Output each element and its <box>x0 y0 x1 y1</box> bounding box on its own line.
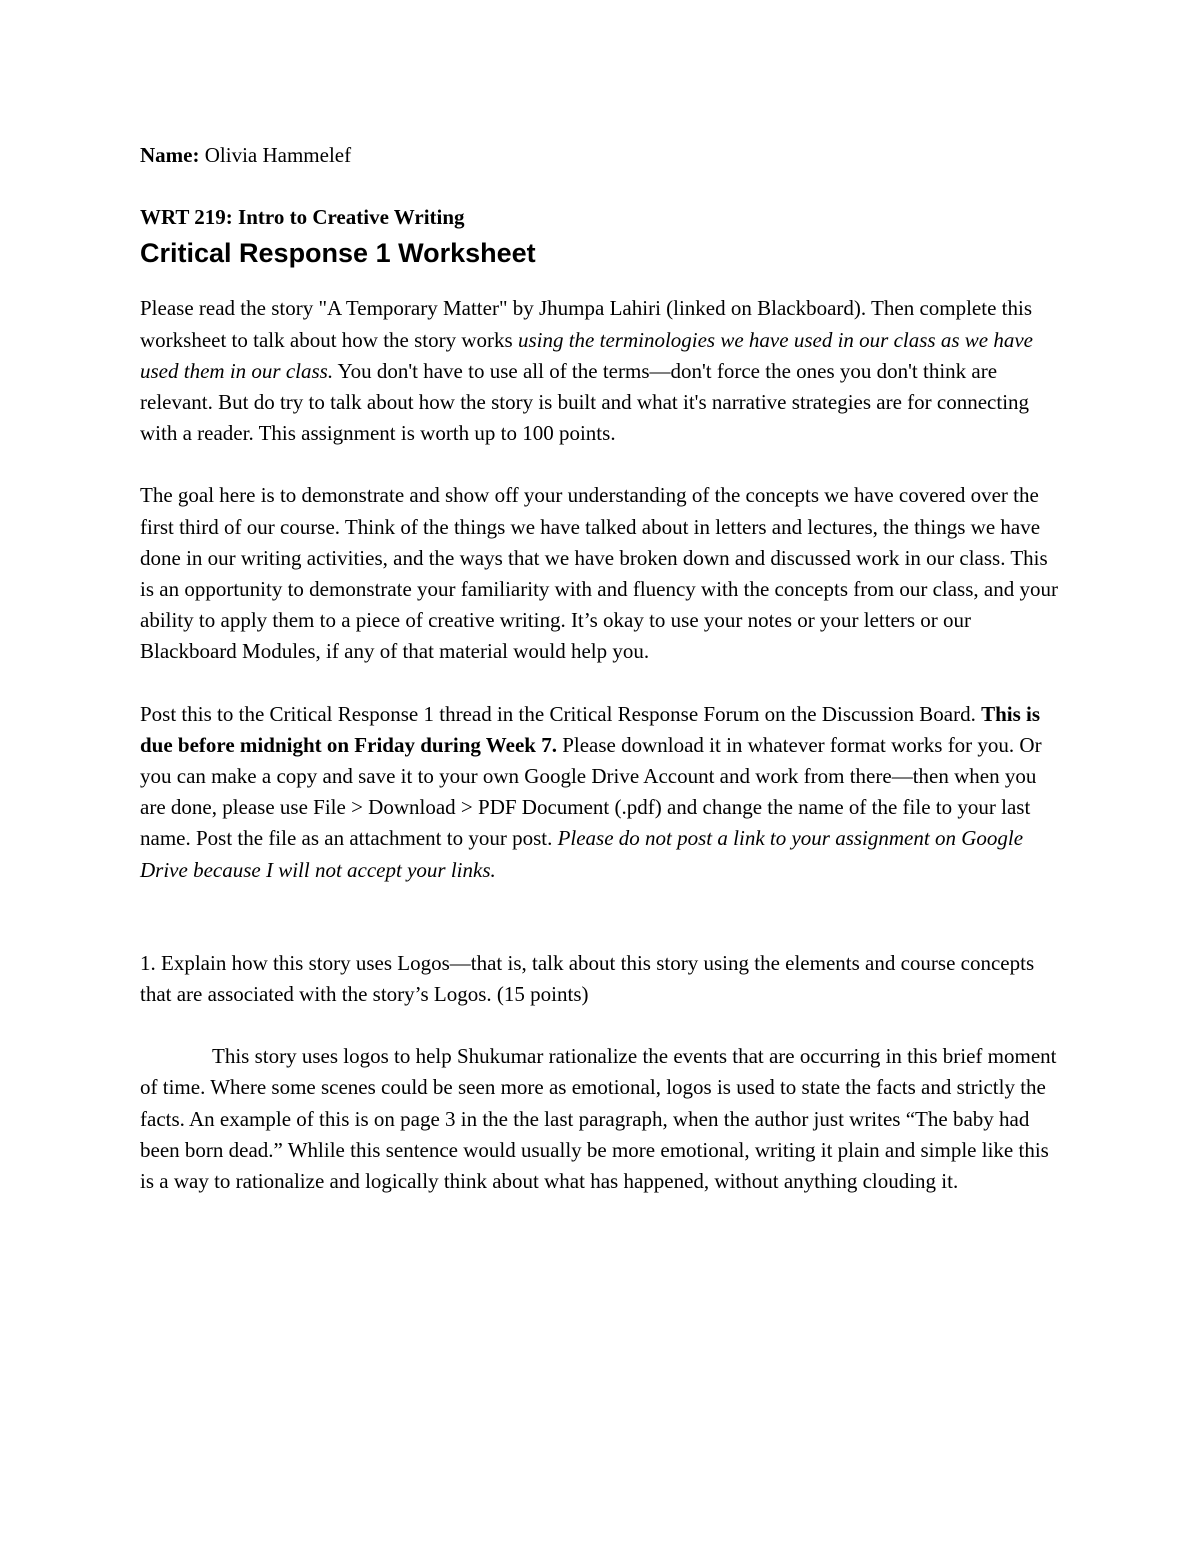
instructions-paragraph-2: The goal here is to demonstrate and show off your understanding of the concepts we have covered over the first third of our course. Think of the things we have talked about in letters and lectures, the things we have done in our writing activities, and the ways that we have broken down and discussed work in our class. This is an opportunity to demonstrate your familiarity with and fluency with the concepts from our class, and your ability to apply them to a piece of creative writing. It’s okay to use your notes or your letters or our Blackboard Modules, if any of that material would help you. <box>140 483 1058 664</box>
instructions-text: Please download it in whatever format works for you. Or you can make a copy and save it to your own Google Drive Account and work from there—then when you are done, please use File > Download > PDF Document (.pdf) and change the name of the file to your last name. Post the file as an attachment to your post. <box>140 732 1042 851</box>
link-warning: Please do not post a link to your assignment on Google Drive because I will not accept your links. <box>140 826 1024 882</box>
instructions-text: You don't have to use all of the terms—don't force the ones you don't think are relevant. But do try to talk about how the story is built and what it's narrative strategies are for connecting with a reader. This assignment is worth up to 100 points. <box>140 358 1030 446</box>
course-title: WRT 219: Intro to Creative Writing <box>140 205 465 230</box>
instructions-text: Please read the story "A Temporary Matter" by Jhumpa Lahiri (linked on Blackboard). Then complete this worksheet to talk about how the story works <box>140 296 1032 352</box>
due-date-notice: This is due before midnight on Friday during Week 7. <box>140 701 1041 757</box>
instructions-paragraph-3 <box>140 699 1060 886</box>
student-name: Olivia Hammelef <box>199 143 352 167</box>
question-1-answer: This story uses logos to help Shukumar rationalize the events that are occurring in this brief moment of time. Where some scenes could be seen more as emotional, logos is used to state the facts and strictly the facts. An example of this is on page 3 in the the last paragraph, when the author just writes “The baby had been born dead.” Whlile this sentence would usually be more emotional, writing it plain and simple like this is a way to rationalize and logically think about what has happened, without anything clouding it. <box>140 1044 1057 1194</box>
document-body <box>140 140 1060 1197</box>
instructions-emphasis: using the terminologies we have used in our class as we have used them in our class. <box>140 327 1033 383</box>
instructions-paragraph-1 <box>140 293 1060 449</box>
worksheet-title: Critical Response 1 Worksheet <box>140 238 536 269</box>
name-label: Name: <box>140 143 200 167</box>
instructions-text: Post this to the Critical Response 1 thread in the Critical Response Forum on the Discussion Board. <box>140 701 982 726</box>
student-name-line <box>140 140 1060 171</box>
question-1-prompt: 1. Explain how this story uses Logos—that is, talk about this story using the elements and course concepts that are associated with the story’s Logos. (15 points) <box>140 950 1035 1007</box>
